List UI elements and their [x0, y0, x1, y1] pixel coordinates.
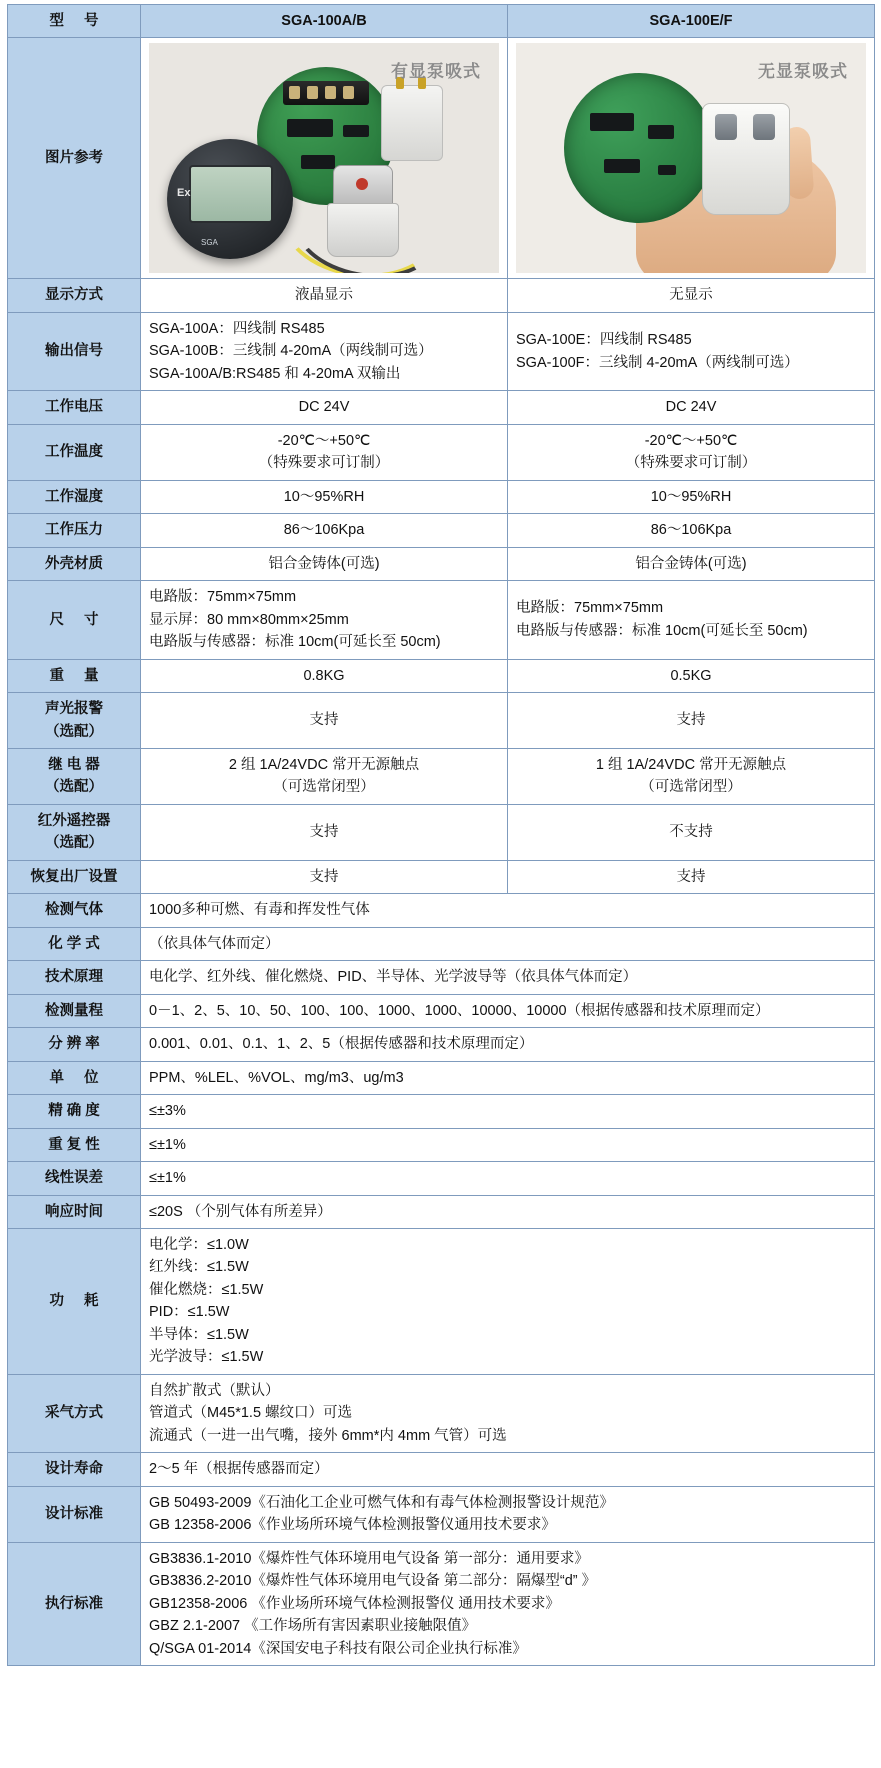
line: SGA-100B：三线制 4-20mA（两线制可选） — [149, 343, 433, 360]
row-label-detected-gas: 检测气体 — [8, 894, 141, 927]
cell-a: 支持 — [141, 804, 508, 860]
cell-full — [141, 1542, 875, 1665]
table-row — [8, 804, 875, 860]
line: SGA-100E：四线制 RS485 — [516, 332, 692, 349]
row-label-model: 型 号 — [8, 5, 141, 38]
cell-full: 0－1、2、5、10、50、100、100、1000、1000、10000、10000（根据传感器和技术原理而定） — [141, 994, 875, 1027]
cell-b: 铝合金铸体(可选) — [508, 547, 875, 580]
cell-a: 支持 — [141, 860, 508, 893]
table-row — [8, 1453, 875, 1486]
table-row — [8, 927, 875, 960]
line: （可选常闭型） — [273, 779, 375, 796]
product-photo-a-cell — [141, 38, 508, 279]
row-label-accuracy: 精 确 度 — [8, 1095, 141, 1128]
row-label-resolution: 分 辨 率 — [8, 1028, 141, 1061]
cell-a: DC 24V — [141, 391, 508, 424]
row-label-chemical-formula: 化 学 式 — [8, 927, 141, 960]
line: 显示屏：80 mm×80mm×25mm — [149, 611, 349, 628]
table-row — [8, 693, 875, 749]
cell-b: 0.5KG — [508, 659, 875, 692]
cell-b — [508, 748, 875, 804]
row-label-unit: 单 位 — [8, 1061, 141, 1094]
line: （特殊要求可订制） — [625, 455, 757, 472]
row-label-design-life: 设计寿命 — [8, 1453, 141, 1486]
table-row — [8, 1061, 875, 1094]
row-label-relay: 继 电 器 （选配） — [8, 748, 141, 804]
cell-full — [141, 1486, 875, 1542]
line: （特殊要求可订制） — [258, 455, 390, 472]
row-label-working-temperature: 工作温度 — [8, 424, 141, 480]
line: 光学波导：≤1.5W — [149, 1349, 264, 1366]
line: GB12358-2006 《作业场所环境气体检测报警仪 通用技术要求》 — [149, 1595, 560, 1612]
table-row — [8, 748, 875, 804]
cell-full: 电化学、红外线、催化燃烧、PID、半导体、光学波导等（依具体气体而定） — [141, 961, 875, 994]
row-label-audible-visual-alarm: 声光报警 （选配） — [8, 693, 141, 749]
line: 红外线：≤1.5W — [149, 1259, 249, 1276]
table-row — [8, 1128, 875, 1161]
product-photo-b — [516, 43, 866, 273]
cell-full: ≤±1% — [141, 1162, 875, 1195]
row-label-detection-range: 检测量程 — [8, 994, 141, 1027]
specification-table — [7, 4, 875, 1666]
brand-mark: SGA — [201, 238, 218, 248]
table-row — [8, 1486, 875, 1542]
cell-a — [141, 424, 508, 480]
table-row — [8, 514, 875, 547]
line: 自然扩散式（默认） — [149, 1382, 280, 1399]
row-label-repeatability: 重 复 性 — [8, 1128, 141, 1161]
circuit-board-b — [564, 73, 714, 223]
table-row — [8, 961, 875, 994]
cell-full — [141, 1374, 875, 1452]
column-header-b: SGA-100E/F — [508, 5, 875, 38]
cell-full: ≤±1% — [141, 1128, 875, 1161]
cell-b: DC 24V — [508, 391, 875, 424]
table-row — [8, 894, 875, 927]
cell-a: 液晶显示 — [141, 279, 508, 312]
cell-a: 10～95%RH — [141, 480, 508, 513]
cell-b: 支持 — [508, 860, 875, 893]
row-label-factory-reset: 恢复出厂设置 — [8, 860, 141, 893]
cell-a — [141, 312, 508, 390]
table-row — [8, 1195, 875, 1228]
sensor-large-a — [325, 165, 399, 257]
lcd-screen — [189, 165, 273, 223]
gas-port-inlet — [715, 114, 737, 140]
line: 1 组 1A/24VDC 常开无源触点 — [595, 756, 787, 773]
line: 电路版：75mm×75mm — [516, 600, 664, 617]
line: PID：≤1.5W — [149, 1304, 230, 1321]
line: 半导体：≤1.5W — [149, 1326, 249, 1343]
table-row — [8, 547, 875, 580]
row-label-image-reference: 图片参考 — [8, 38, 141, 279]
cell-full: ≤20S （个别气体有所差异） — [141, 1195, 875, 1228]
line: SGA-100A/B:RS485 和 4-20mA 双输出 — [149, 365, 401, 382]
line: GBZ 2.1-2007 《工作场所有害因素职业接触限值》 — [149, 1618, 477, 1635]
row-label-infrared-remote: 红外遥控器 （选配） — [8, 804, 141, 860]
row-label-power-consumption: 功 耗 — [8, 1229, 141, 1375]
ex-mark: Ex — [177, 187, 191, 200]
table-row — [8, 1374, 875, 1452]
row-label-sampling-method: 采气方式 — [8, 1374, 141, 1452]
row-label-working-voltage: 工作电压 — [8, 391, 141, 424]
line: 流通式（一进一出气嘴，接外 6mm*内 4mm 气管）可选 — [149, 1427, 507, 1444]
cell-full: 1000多种可燃、有毒和挥发性气体 — [141, 894, 875, 927]
line: 电路版与传感器：标准 10cm(可延长至 50cm) — [149, 634, 441, 651]
table-row — [8, 480, 875, 513]
line: 电路版与传感器：标准 10cm(可延长至 50cm) — [516, 622, 808, 639]
row-label-design-standard: 设计标准 — [8, 1486, 141, 1542]
photo-a-caption: 有显泵吸式 — [391, 62, 481, 82]
cell-full — [141, 1229, 875, 1375]
table-row — [8, 1229, 875, 1375]
row-label-output-signal: 输出信号 — [8, 312, 141, 390]
cell-b: 10～95%RH — [508, 480, 875, 513]
table-row — [8, 279, 875, 312]
line: 催化燃烧：≤1.5W — [149, 1281, 264, 1298]
cell-a — [141, 581, 508, 659]
cell-b — [508, 581, 875, 659]
cell-full: PPM、%LEL、%VOL、mg/m3、ug/m3 — [141, 1061, 875, 1094]
row-label-technical-principle: 技术原理 — [8, 961, 141, 994]
line: -20℃～+50℃ — [644, 432, 738, 449]
row-label-housing-material: 外壳材质 — [8, 547, 141, 580]
row-label-linearity-error: 线性误差 — [8, 1162, 141, 1195]
table-row — [8, 424, 875, 480]
row-label-dimensions: 尺 寸 — [8, 581, 141, 659]
table-row — [8, 994, 875, 1027]
table-row — [8, 391, 875, 424]
row-label-working-pressure: 工作压力 — [8, 514, 141, 547]
line: 管道式（M45*1.5 螺纹口）可选 — [149, 1405, 353, 1422]
cell-full: ≤±3% — [141, 1095, 875, 1128]
cell-b — [508, 424, 875, 480]
cell-a: 0.8KG — [141, 659, 508, 692]
line: SGA-100A：四线制 RS485 — [149, 320, 325, 337]
table-row — [8, 659, 875, 692]
table-row — [8, 1542, 875, 1665]
sensor-small-a — [381, 85, 443, 161]
row-label-execution-standard: 执行标准 — [8, 1542, 141, 1665]
cell-b: 86～106Kpa — [508, 514, 875, 547]
line: 电路版：75mm×75mm — [149, 589, 297, 606]
row-label-response-time: 响应时间 — [8, 1195, 141, 1228]
line: Q/SGA 01-2014《深国安电子科技有限公司企业执行标准》 — [149, 1640, 527, 1657]
table-row-images — [8, 38, 875, 279]
row-label-display-type: 显示方式 — [8, 279, 141, 312]
line: 电化学：≤1.0W — [149, 1237, 249, 1253]
line: （可选常闭型） — [640, 779, 742, 796]
cell-b: 不支持 — [508, 804, 875, 860]
table-row — [8, 1162, 875, 1195]
line: GB 12358-2006《作业场所环境气体检测报警仪通用技术要求》 — [149, 1517, 556, 1534]
cell-full: 2～5 年（根据传感器而定） — [141, 1453, 875, 1486]
cell-b — [508, 312, 875, 390]
line: GB3836.2-2010《爆炸性气体环境用电气设备 第二部分：隔爆型“d” 》 — [149, 1573, 597, 1590]
terminal-block — [283, 81, 369, 105]
product-photo-b-cell — [508, 38, 875, 279]
cell-a: 支持 — [141, 693, 508, 749]
cell-b: 无显示 — [508, 279, 875, 312]
column-header-a: SGA-100A/B — [141, 5, 508, 38]
product-photo-a — [149, 43, 499, 273]
cell-a: 铝合金铸体(可选) — [141, 547, 508, 580]
cell-a — [141, 748, 508, 804]
line: -20℃～+50℃ — [277, 432, 371, 449]
table-row — [8, 1095, 875, 1128]
line: 2 组 1A/24VDC 常开无源触点 — [228, 756, 420, 773]
cell-b: 支持 — [508, 693, 875, 749]
table-row — [8, 860, 875, 893]
table-row — [8, 581, 875, 659]
table-row — [8, 312, 875, 390]
table-row-header — [8, 5, 875, 38]
sensor-b — [702, 103, 790, 215]
cell-a: 86～106Kpa — [141, 514, 508, 547]
line: GB 50493-2009《石油化工企业可燃气体和有毒气体检测报警设计规范》 — [149, 1494, 614, 1511]
row-label-weight: 重 量 — [8, 659, 141, 692]
photo-b-caption: 无显泵吸式 — [758, 62, 848, 82]
row-label-working-humidity: 工作湿度 — [8, 480, 141, 513]
cell-full: （依具体气体而定） — [141, 927, 875, 960]
line: GB3836.1-2010《爆炸性气体环境用电气设备 第一部分：通用要求》 — [149, 1550, 589, 1567]
table-row — [8, 1028, 875, 1061]
gas-port-outlet — [753, 114, 775, 140]
cell-full: 0.001、0.01、0.1、1、2、5（根据传感器和技术原理而定） — [141, 1028, 875, 1061]
line: SGA-100F：三线制 4-20mA（两线制可选） — [516, 354, 799, 371]
display-unit-a — [167, 139, 293, 259]
